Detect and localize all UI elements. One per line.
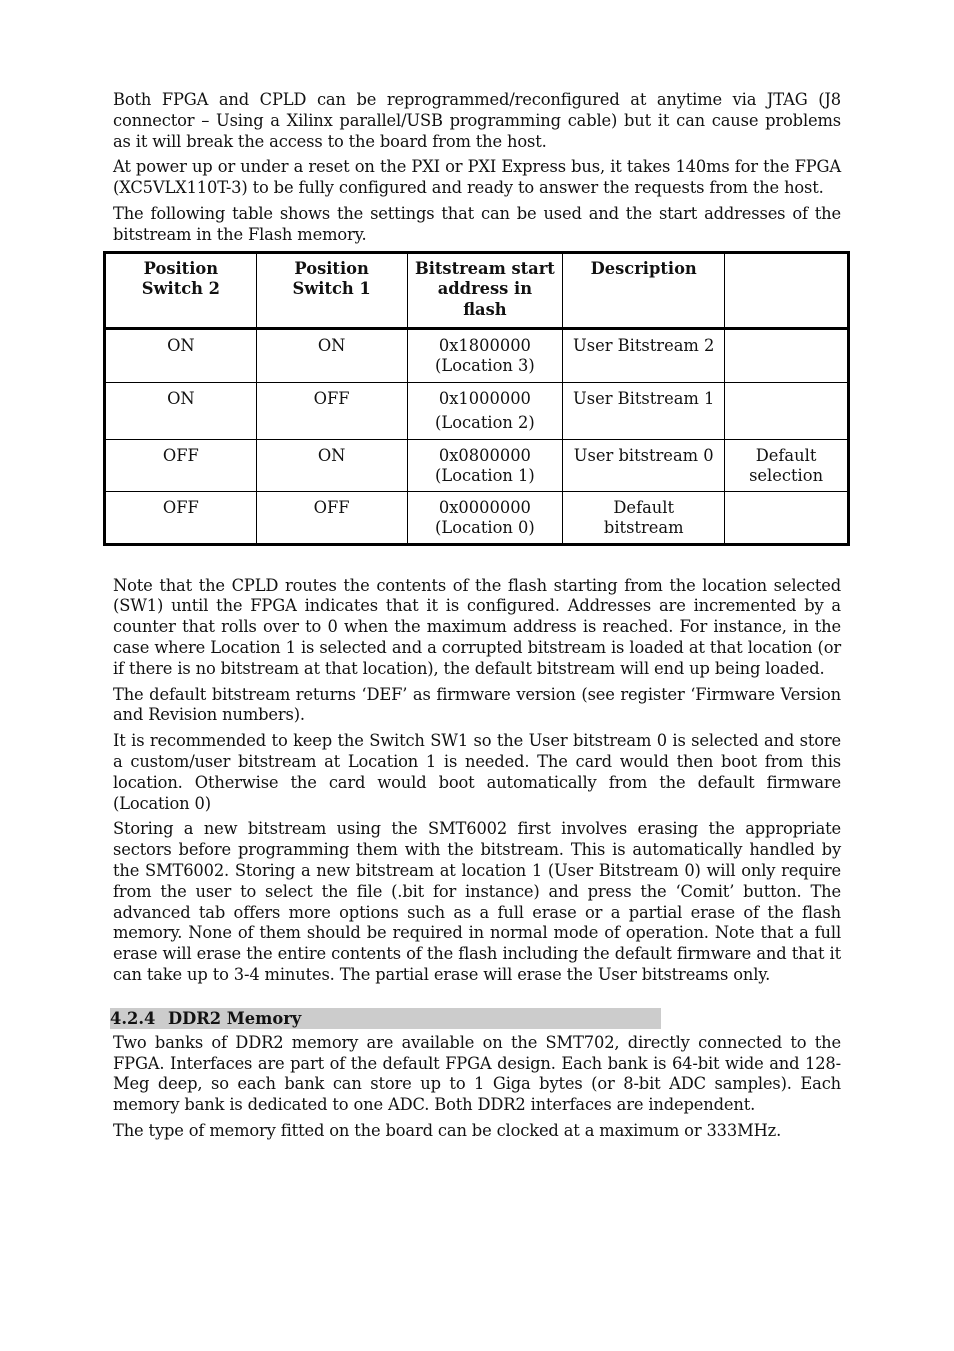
- cell-note: [725, 491, 849, 544]
- intro-paragraph-table-lead: The following table shows the settings that can be used and the start addresses of the bitstream in the Flash memory.: [113, 203, 841, 244]
- section-heading-ddr2: [110, 1008, 661, 1029]
- cell-address: [407, 328, 563, 382]
- cell-note: Default selection: [725, 439, 849, 491]
- location-value: (Location 1): [435, 466, 535, 486]
- table-row: [105, 491, 849, 544]
- bitstream-settings-table: [103, 251, 850, 546]
- cell-address: [407, 382, 563, 439]
- cell-note: [725, 328, 849, 382]
- cell-description: User Bitstream 2: [563, 328, 725, 382]
- header-empty: [725, 252, 849, 328]
- location-value: (Location 0): [435, 518, 535, 538]
- paragraph-storing-bitstream: Storing a new bitstream using the SMT6002 first involves erasing the appropriate sectors before programming them with the bitstream. This is automatically handled by the SMT6002. Storing a new bitstream at location 1 (User Bitstream 0) will only require from the user to select the file (.bit for instance) and press the ‘Comit’ button. The advanced tab offers more options such as a full erase or a partial erase of the flash memory. None of them should be required in normal mode of operation. Note that a full erase will erase the entire contents of the flash including the default firmware and that it can take up to 3-4 minutes. The partial erase will erase the User bitstreams only.: [113, 819, 841, 984]
- section-number: 4.2.4: [110, 1008, 156, 1028]
- cell-switch-2: OFF: [105, 439, 257, 491]
- paragraph-recommendation: It is recommended to keep the Switch SW1 so the User bitstream 0 is selected and store a custom/user bitstream at Location 1 is needed. The card would then boot from this location. Otherwise the card would boot automatically from the default firmware (Location 0): [113, 731, 841, 813]
- cell-switch-2: ON: [105, 382, 257, 439]
- section-title: DDR2 Memory: [168, 1008, 302, 1028]
- cell-switch-1: ON: [256, 328, 407, 382]
- cell-switch-1: OFF: [256, 491, 407, 544]
- paragraph-default-bitstream: The default bitstream returns ‘DEF’ as firmware version (see register ‘Firmware Version and Revision numbers).: [113, 684, 841, 725]
- spacer: [113, 546, 841, 576]
- cell-switch-1: ON: [256, 439, 407, 491]
- table-row: [105, 382, 849, 439]
- document-page: [110, 90, 841, 1147]
- cell-description: User bitstream 0: [563, 439, 725, 491]
- location-value: (Location 2): [435, 413, 535, 433]
- intro-paragraph-jtag: Both FPGA and CPLD can be reprogrammed/reconfigured at anytime via JTAG (J8 connector – Using a Xilinx parallel/USB programming cable) but it can cause problems as it will break the access to the board from the host.: [113, 90, 841, 151]
- cell-address: [407, 439, 563, 491]
- cell-description: Default bitstream: [563, 491, 725, 544]
- address-value: 0x0800000: [438, 445, 531, 465]
- address-value: 0x1800000: [438, 335, 531, 355]
- header-position-switch-2: Position Switch 2: [105, 252, 257, 328]
- header-bitstream-start-address: Bitstream start address in flash: [407, 252, 563, 328]
- table-header-row: [105, 252, 849, 328]
- paragraph-ddr2-clock: The type of memory fitted on the board can be clocked at a maximum or 333MHz.: [113, 1120, 782, 1140]
- address-value: 0x1000000: [438, 388, 531, 408]
- intro-paragraph-power-up: At power up or under a reset on the PXI or PXI Express bus, it takes 140ms for the FPGA (XC5VLX110T-3) to be fully configured and ready to answer the requests from the host.: [113, 157, 841, 198]
- location-value: (Location 3): [435, 356, 535, 376]
- cell-switch-2: ON: [105, 328, 257, 382]
- header-description: Description: [563, 252, 725, 328]
- header-position-switch-1: Position Switch 1: [256, 252, 407, 328]
- table-row: [105, 439, 849, 491]
- paragraph-cpld-routing: Note that the CPLD routes the contents of the flash starting from the location selected (SW1) until the FPGA indicates that it is configured. Addresses are incremented by a counter that rolls over to 0 when the maximum address is reached. For instance, in the case where Location 1 is selected and a corrupted bitstream is loaded at that location (or if there is no bitstream at that location), the default bitstream will end up being loaded.: [113, 575, 841, 678]
- cell-note: [725, 382, 849, 439]
- cell-address: [407, 491, 563, 544]
- paragraph-ddr2-banks: Two banks of DDR2 memory are available on the SMT702, directly connected to the FPGA. Interfaces are part of the default FPGA design. Each bank is 64-bit wide and 128-Meg deep, so each bank can store up to 1 Giga bytes (or 8-bit ADC samples). Each memory bank is dedicated to one ADC. Both DDR2 interfaces are independent.: [113, 1032, 841, 1115]
- cell-description: User Bitstream 1: [563, 382, 725, 439]
- table-row: [105, 328, 849, 382]
- cell-switch-2: OFF: [105, 491, 257, 544]
- cell-switch-1: OFF: [256, 382, 407, 439]
- address-value: 0x0000000: [438, 497, 531, 517]
